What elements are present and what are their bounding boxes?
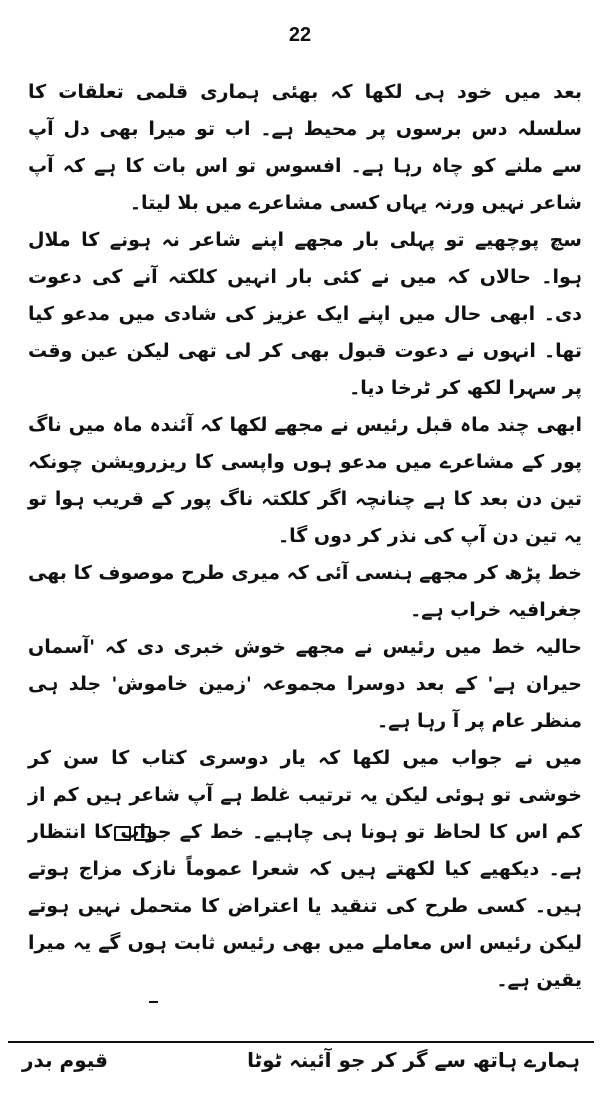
end-square-icon (134, 826, 151, 841)
paragraph-3: ابھی چند ماہ قبل رئیس نے مجھے لکھا کہ آئندہ ماہ میں ناگ پور کے مشاعرے میں مدعو ہوں واپسی کا ریزرویشن چونکہ تین دن بعد کا ہے چنانچہ اگر کلکتہ ناگ پور کے قریب ہوا تو یہ تین دن آپ کی نذر کر دوں گا۔ (28, 414, 582, 547)
paragraph-6: میں نے جواب میں لکھا کہ یار دوسری کتاب کا سن کر خوشی تو ہوئی لیکن یہ ترتیب غلط ہے آپ شاعر ہیں کم از کم اس کا لحاظ تو ہونا ہی چاہیے۔ خط کے جواب کا انتظار ہے۔ دیکھیے کیا لکھتے ہیں کہ شعرا عموماً نازک مزاج ہوتے ہیں۔ کسی طرح کی تنقید یا اعتراض کا متحمل نہیں ہوتے لیکن رئیس اس معاملے میں بھی رئیس ثابت ہوں گے یہ میرا یقین ہے۔ (28, 747, 582, 991)
footer-divider (8, 1041, 594, 1043)
running-footer (0, 1048, 600, 1084)
author-name: قیوم بدر (22, 1048, 108, 1072)
end-square-icon (114, 826, 131, 841)
section-end-mark (114, 826, 151, 841)
paragraph-2: سچ پوچھیے تو پہلی بار مجھے اپنے شاعر نہ ہونے کا ملال ہوا۔ حالاں کہ میں نے کئی بار انہیں کلکتہ آنے کی دعوت دی۔ ابھی حال میں اپنے ایک عزیز کی شادی میں مدعو کیا تھا۔ انہوں نے دعوت قبول بھی کر لی تھی لیکن عین وقت پر سہرا لکھ کر ٹرخا دیا۔ (28, 229, 582, 399)
stray-dash (149, 1001, 158, 1003)
paragraph-4: خط پڑھ کر مجھے ہنسی آئی کہ میری طرح موصوف کا بھی جغرافیہ خراب ہے۔ (28, 562, 582, 621)
paragraph-5: حالیہ خط میں رئیس نے مجھے خوش خبری دی کہ 'آسماں حیران ہے' کے بعد دوسرا مجموعہ 'زمین خاموش' جلد ہی منظر عام پر آ رہا ہے۔ (28, 636, 582, 732)
paragraph-1: بعد میں خود ہی لکھا کہ بھئی ہماری قلمی تعلقات کا سلسلہ دس برسوں پر محیط ہے۔ اب تو میرا بھی دل آپ سے ملنے کو چاہ رہا ہے۔ افسوس تو اس بات کا ہے کہ آپ شاعر نہیں ورنہ یہاں کسی مشاعرے میں بلا لیتا۔ (28, 81, 582, 214)
book-title: ہمارے ہاتھ سے گر کر جو آئینہ ٹوٹا (247, 1048, 580, 1072)
body-text (28, 74, 582, 999)
page-number: 22 (288, 24, 312, 46)
